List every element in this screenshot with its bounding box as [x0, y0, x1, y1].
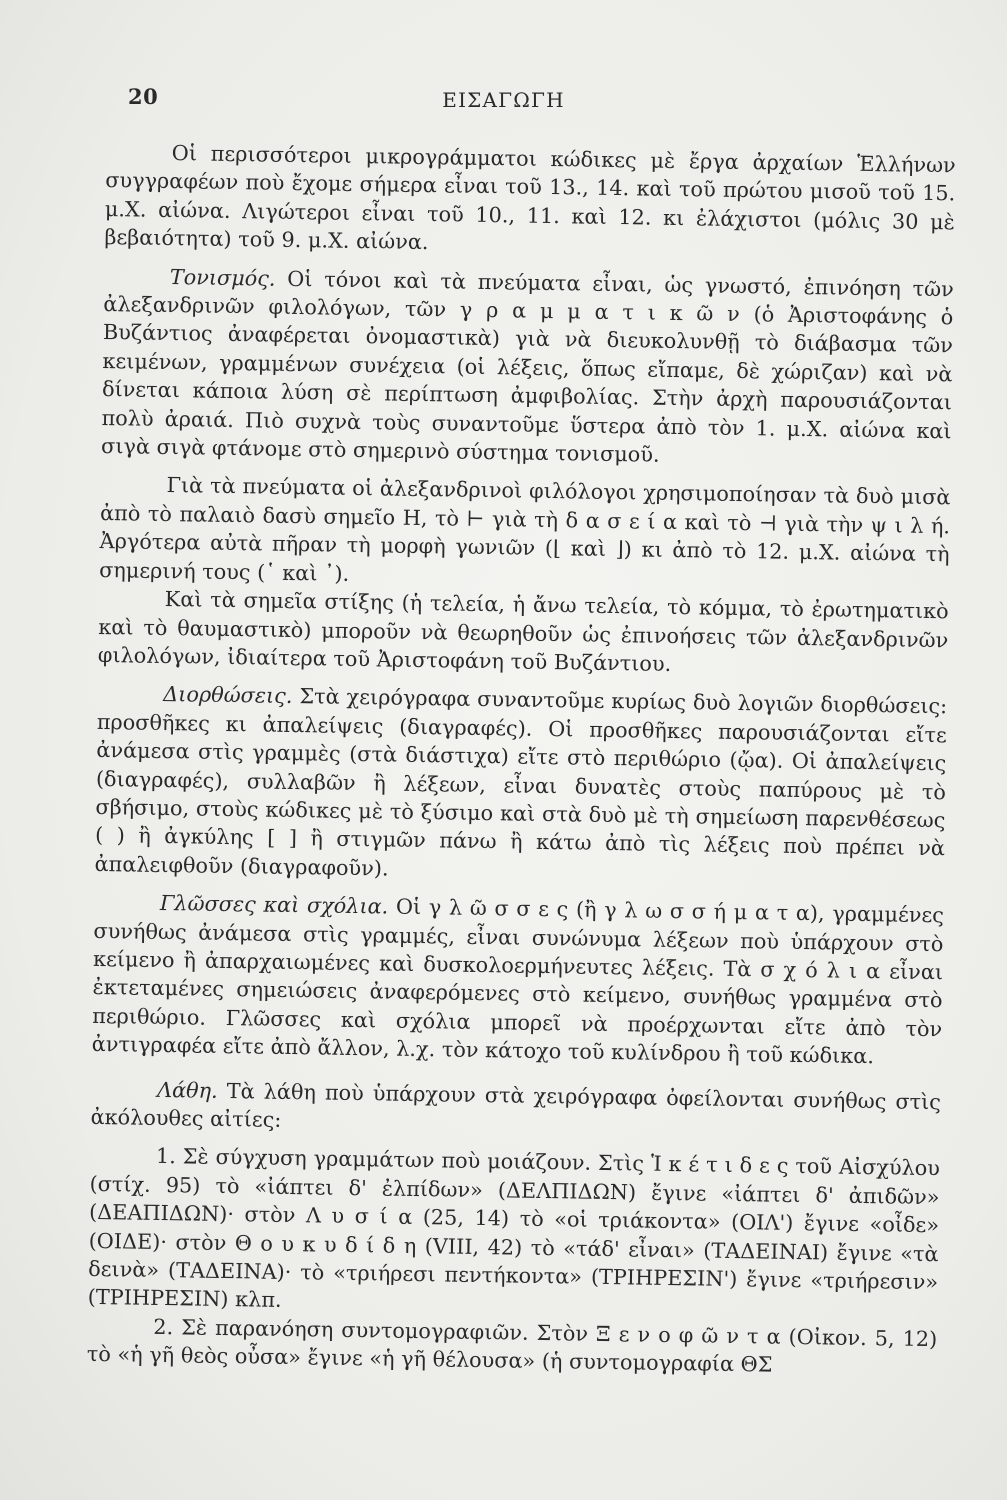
section-heading: Γλῶσσες καὶ σχόλια. [159, 891, 389, 919]
paragraph [94, 679, 947, 891]
page-number: 20 [128, 84, 159, 109]
paragraph [99, 470, 951, 597]
paragraph-text: Τὰ λάθη ποὺ ὑπάρχουν στὰ χειρόγραφα ὀφείλονται συνήθως στὶς ἀκόλουθες αἰτίες: [90, 1078, 942, 1132]
section-heading: Λάθη. [156, 1077, 218, 1103]
running-head: ΕΙΣΑΓΩΓΗ [442, 88, 565, 112]
section-heading: Διορθώσεις. [163, 682, 293, 709]
paragraph [104, 138, 956, 265]
paragraph-text: Οἱ περισσότεροι μικρογράμματοι κώδικες μὲ ἔργα ἀρχαίων Ἑλλήνων συγγραφέων ποὺ ἔχομε σήμερα εἶναι τοῦ 13., 14. καὶ τοῦ πρώτου μισοῦ τοῦ 15. μ.Χ. αἰώνα. Λιγώτεροι εἶναι τοῦ 10., 11. καὶ 12. κι ἐλάχιστοι (μόλις 30 μὲ βεβαιότητα) τοῦ 9. μ.Χ. αἰώνα. [104, 141, 956, 255]
paragraph-text: 2. Σὲ παρανόηση συντομογραφιῶν. Στὸν Ξ ε ν ο φ ῶ ν τ α (Οἰκον. 5, 12) τὸ «ἡ γῆ θεὸς οὖσα» ἔγινε «ἡ γῆ θέλουσα» (ἡ συντομογραφία ΘΣ [86, 1314, 938, 1377]
paragraph [101, 262, 954, 474]
paragraph [90, 1074, 941, 1144]
text-body [87, 138, 956, 1382]
paragraph-text: Καὶ τὰ σημεῖα στίξης (ἡ τελεία, ἡ ἄνω τελεία, τὸ κόμμα, τὸ ἐρωτηματικὸ καὶ τὸ θαυμαστικὸ) μποροῦν νὰ θεωρηθοῦν ὡς ἐπινοήσεις τῶν ἀλεξανδρινῶν φιλολόγων, ἰδιαίτερα τοῦ Ἀριστοφάνη τοῦ Βυζάντιου. [97, 587, 949, 676]
paragraph [98, 584, 949, 683]
paragraph [87, 1312, 938, 1382]
paragraph-text: Οἱ γ λ ῶ σ σ ε ς (ἢ γ λ ω σ σ ή μ α τ α), γραμμένες συνήθως ἀνάμεσα στὶς γραμμές, εἶναι συνώνυμα λέξεων ποὺ ὑπάρχουν στὸ κείμενο ἢ ἀπαρχαιωμένες καὶ δυσκολοερμήνευτες λέξεις. Τὰ σ χ ό λ ι α εἶναι ἐκτεταμένες σημειώσεις ἀναφερόμενες στὸ κείμενο, συνήθως γραμμένα στὸ περιθώριο. Γλῶσσες καὶ σχόλια μπορεῖ νὰ προέρχωνται εἴτε ἀπὸ τὸν ἀντιγραφέα εἴτε ἀπὸ ἄλλον, λ.χ. τὸν κάτοχο τοῦ κυλίνδρου ἢ τοῦ κώδικα. [91, 894, 945, 1069]
paragraph-text: 1. Σὲ σύγχυση γραμμάτων ποὺ μοιάζουν. Στὶς Ἱ κ έ τ ι δ ε ς τοῦ Αἰσχύλου (στίχ. 95) τὸ «ἰάπτει δ' ἐλπίδων» (ΔΕΛΠΙΔΩΝ) ἔγινε «ἰάπτει δ' ἀπιδῶν» (ΔΕΑΠΙΔΩΝ)· στὸν Λ υ σ ί α (25, 14) τὸ «οἱ τριάκοντα» (ΟΙΛ') ἔγινε «οἶδε» (ΟΙΔΕ)· στὸν Θ ο υ κ υ δ ί δ η (VIII, 42) τὸ «τάδ' εἶναι» (ΤΑΔΕΙΝΑΙ) ἔγινε «τὰ δεινὰ» (ΤΑΔΕΙΝΑ)· τὸ «τριήρεσι πεντήκοντα» (ΤΡΙΗΡΕΣΙΝ') ἔγινε «τριήρεσιν» (ΤΡΙΗΡΕΣΙΝ) κλπ. [87, 1144, 941, 1313]
paragraph [88, 1141, 941, 1325]
paragraph-text: Οἱ τόνοι καὶ τὰ πνεύματα εἶναι, ὡς γνωστό, ἐπινόηση τῶν ἀλεξανδρινῶν φιλολόγων, τῶν γ ρ α μ μ α τ ι κ ῶ ν (ὁ Ἀριστοφάνης ὁ Βυζάντιος ἀναφέρεται ὀνομαστικὰ) γιὰ νὰ διευκολυνθῇ τὸ διάβασμα τῶν κειμένων, γραμμένων συνέχεια (οἱ λέξεις, ὅπως εἴπαμε, δὲ χώριζαν) καὶ νὰ δίνεται κάποια λύση σὲ περίπτωση ἀμφιβολίας. Στὴν ἀρχὴ παρουσιάζονται πολὺ ἀραιά. Πιὸ συχνὰ τοὺς συναντοῦμε ὕστερα ἀπὸ τὸν 1. μ.Χ. αἰώνα καὶ σιγὰ σιγὰ φτάνομε στὸ σημερινὸ σύστημα τονισμοῦ. [100, 266, 954, 467]
section-heading: Τονισμός. [169, 264, 276, 291]
paragraph-text: Στὰ χειρόγραφα συναντοῦμε κυρίως δυὸ λογιῶν διορθώσεις: προσθῆκες κι ἀπαλείψεις (διαγραφές). Οἱ προσθῆκες παρουσιάζονται εἴτε ἀνάμεσα στὶς γραμμὲς (στὰ διάστιχα) εἴτε στὸ περιθώριο (ᾤα). Οἱ ἀπαλείψεις (διαγραφές), συλλαβῶν ἢ λέξεων, εἶναι δυνατὲς στοὺς παπύρους μὲ τὸ σβήσιμο, στοὺς κώδικες μὲ τὸ ξύσιμο καὶ στὰ δυὸ μὲ τὴ σημείωση παρενθέσεως ( ) ἢ ἀγκύλης [ ] ἢ στιγμῶν πάνω ἢ κάτω ἀπὸ τὶς λέξεις ποὺ πρέπει νὰ ἀπαλειφθοῦν (διαγραφοῦν). [94, 684, 948, 881]
paragraph-text: Γιὰ τὰ πνεύματα οἱ ἀλεξανδρινοὶ φιλόλογοι χρησιμοποίησαν τὰ δυὸ μισὰ ἀπὸ τὸ παλαιὸ δασὺ σημεῖο Η, τὸ ⊢ γιὰ τὴ δ α σ ε ί α καὶ τὸ ⊣ γιὰ τὴν ψ ι λ ή. Ἀργότερα αὐτὰ πῆραν τὴ μορφὴ γωνιῶν (⌊ καὶ ⌋) κι ἀπὸ τὸ 12. μ.Χ. αἰώνα τὴ σημερινή τους (῾ καὶ ᾿). [99, 473, 951, 586]
paragraph [92, 888, 945, 1072]
